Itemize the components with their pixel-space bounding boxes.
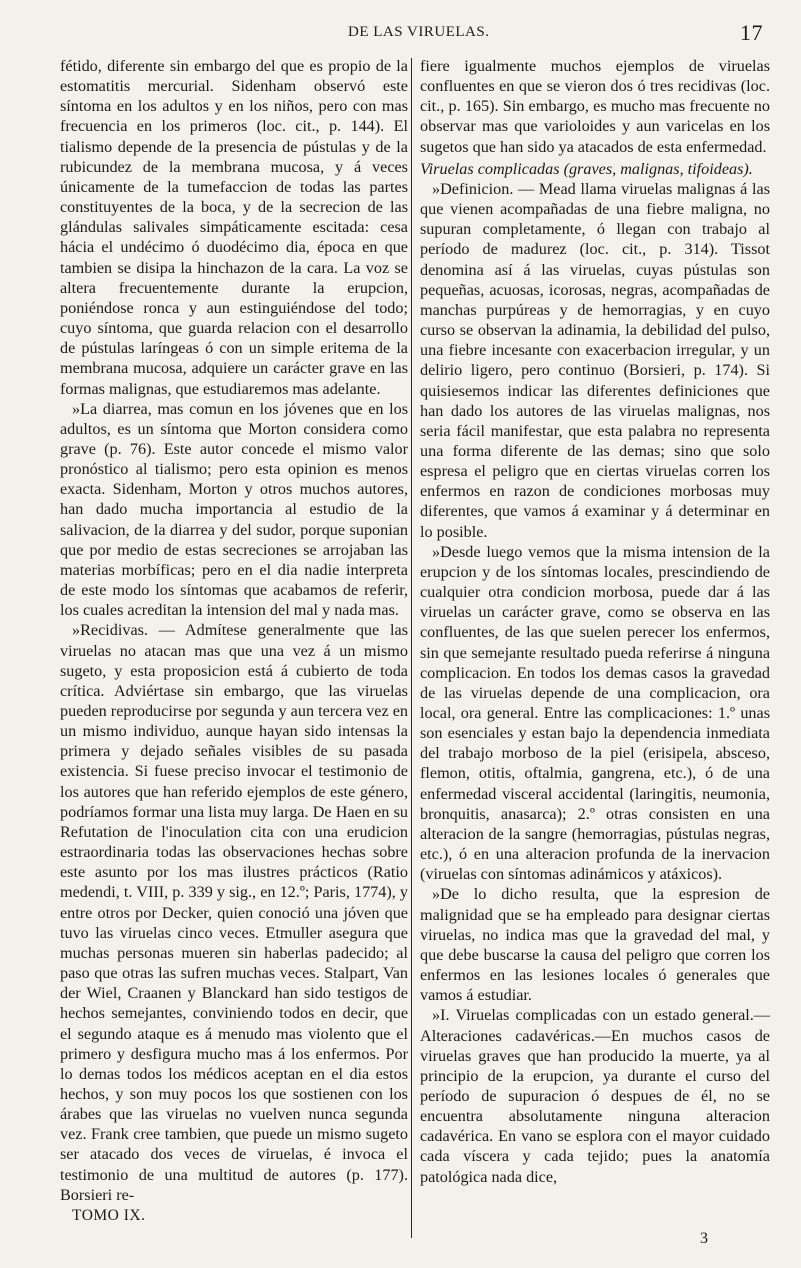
column-divider xyxy=(411,58,412,1238)
running-head: DE LAS VIRUELAS. xyxy=(348,24,490,40)
signature-number: 3 xyxy=(700,1230,708,1247)
page-header xyxy=(40,18,773,46)
left-column xyxy=(60,56,408,1226)
volume-signature: TOMO IX. xyxy=(72,1206,146,1224)
paragraph: fétido, diferente sin embargo del que es propio de la estomatitis mercurial. Sidenham observó este síntoma en los adultos y en los niños, pero con mas frecuencia en los primeros (loc. cit., p. 144). El tialismo depende de la presencia de pústulas y de la rubicundez de la membrana mucosa, y á veces únicamente de la tumefaccion de todas las partes constituyentes de la boca, y de la secrecion de las glándulas salivales simpáticamente escitada: cesa hácia el undécimo ó duodécimo dia, época en que tambien se disipa la hinchazon de la cara. La voz se altera frecuentemente durante la erupcion, poniéndose ronca y aun estinguiéndose del todo; cuyo síntoma, que guarda relacion con el desarrollo de pústulas laríngeas ó con un simple eritema de la membrana mucosa, adquiere un carácter grave en las formas malignas, que estudiaremos mas adelante. xyxy=(60,57,408,398)
paragraph: »I. Viruelas complicadas con un estado general.—Alteraciones cadavéricas.—En muchos casos de viruelas graves que han producido la muerte, ya al principio de la erupcion, ya durante el curso del período de supuracion ó despues de él, no se encuentra absolutamente ninguna alteracion cadavérica. En vano se esplora con el mayor cuidado cada víscera y cada tejido; pues la anatomía patológica nada dice, xyxy=(420,1006,770,1186)
section-heading: Viruelas complicadas (graves, malignas, tifoideas). xyxy=(420,159,753,178)
paragraph: »La diarrea, mas comun en los jóvenes que en los adultos, es un síntoma que Morton considera como grave (p. 76). Este autor concede el mismo valor pronóstico al tialismo; pero esta opinion es menos exacta. Sidenham, Morton y otros muchos autores, han dado mucha importancia al estudio de la salivacion, de la diarrea y del sudor, porque suponian que por medio de estas secreciones se arrojaban las materias morbíficas; pero en el dia nadie interpreta de este modo los síntomas que acabamos de referir, los cuales acreditan la intension del mal y nada mas. xyxy=(60,399,408,620)
paragraph: fiere igualmente muchos ejemplos de viruelas confluentes en que se vieron dos ó tres recidivas (loc. cit., p. 165). Sin embargo, es mucho mas frecuente no observar mas que varioloides y aun varicelas en los sugetos que han sido ya atacados de esta enfermedad. xyxy=(420,57,770,156)
paragraph: »De lo dicho resulta, que la espresion de malignidad que se ha empleado para designar ciertas viruelas, no indica mas que la gravedad del mal, y que debe buscarse la causa del peligro que corren los enfermos en las lesiones locales ó generales que vamos á estudiar. xyxy=(420,885,770,1005)
paragraph: »Desde luego vemos que la misma intension de la erupcion y de los síntomas locales, prescindiendo de cualquier otra condicion morbosa, puede dar á las viruelas un carácter grave, como se observa en las confluentes, de las que suelen perecer los enfermos, sin que semejante resultado pueda referirse á ninguna complicacion. En todos los demas casos la gravedad de las viruelas depende de una complicacion, ora local, ora general. Entre las complicaciones: 1.º unas son esenciales y estan bajo la dependencia inmediata del trabajo morboso de la piel (erisipela, absceso, flemon, otitis, oftalmia, gangrena, etc.), ó de una enfermedad visceral accidental (laringitis, neumonia, bronquitis, anasarca); 2.º otras consisten en una alteracion de la sangre (hemorragias, pústulas negras, etc.), ó en una alteracion profunda de la inervacion (viruelas con síntomas adinámicos y atáxicos). xyxy=(420,542,770,884)
page-number: 17 xyxy=(740,20,763,45)
signature-line xyxy=(60,1205,408,1226)
right-column xyxy=(420,56,770,1187)
paragraph: »Definicion. — Mead llama viruelas malignas á las que vienen acompañadas de una fiebre maligna, no supuran completamente, ó llegan con trabajo al período de madurez (loc. cit., p. 314). Tissot denomina así á las viruelas, cuyas pústulas son pequeñas, acuosas, icorosas, negras, acompañadas de manchas purpúreas y de hemorragias, y en cuyo curso se observan la adinamia, la debilidad del pulso, una fiebre incesante con exacerbacion irregular, y un delirio ligero, pero continuo (Borsieri, p. 174). Si quisiesemos indicar las diferentes definiciones que han dado los autores de las viruelas malignas, nos seria fácil manifestar, que esta palabra no representa una forma diferente de las demas; sino que solo espresa el peligro que en ciertas viruelas corren los enfermos en razon de condiciones morbosas muy diferentes, que vamos á examinar y á determinar en lo posible. xyxy=(420,179,770,541)
paragraph: »Recidivas. — Admítese generalmente que las viruelas no atacan mas que una vez á un mismo sugeto, y esta proposicion está á cubierto de toda crítica. Adviértase sin embargo, que las viruelas pueden reproducirse por segunda y aun tercera vez en un mismo individuo, aunque hayan sido intensas la primera y dejado señales visibles de su pasada existencia. Si fuese preciso invocar el testimonio de los autores que han referido ejemplos de este género, podríamos formar una lista muy larga. De Haen en su Refutation de l'inoculation cita con una erudicion estraordinaria todas las observaciones hechas sobre este asunto por los mas ilustres prácticos (Ratio medendi, t. VIII, p. 339 y sig., en 12.º; Paris, 1774), y entre otros por Decker, quien conoció una jóven que tuvo las viruelas cinco veces. Etmuller asegura que muchas personas mueren sin haberlas padecido; al paso que otras las sufren muchas veces. Stalpart, Van der Wiel, Craanen y Blanckard han sido testigos de hechos semejantes, conviniendo todos en decir, que el segundo ataque es á menudo mas violento que el primero y desfigura mucho mas á los enfermos. Por lo demas todos los médicos aceptan en el dia estos hechos, y son muy pocos los que sostienen con los árabes que las viruelas no vuelven nunca segunda vez. Frank cree tambien, que puede un mismo sugeto ser atacado dos veces de viruelas, é invoca el testimonio de una multitud de autores (p. 177). Borsieri re- xyxy=(60,621,408,1204)
